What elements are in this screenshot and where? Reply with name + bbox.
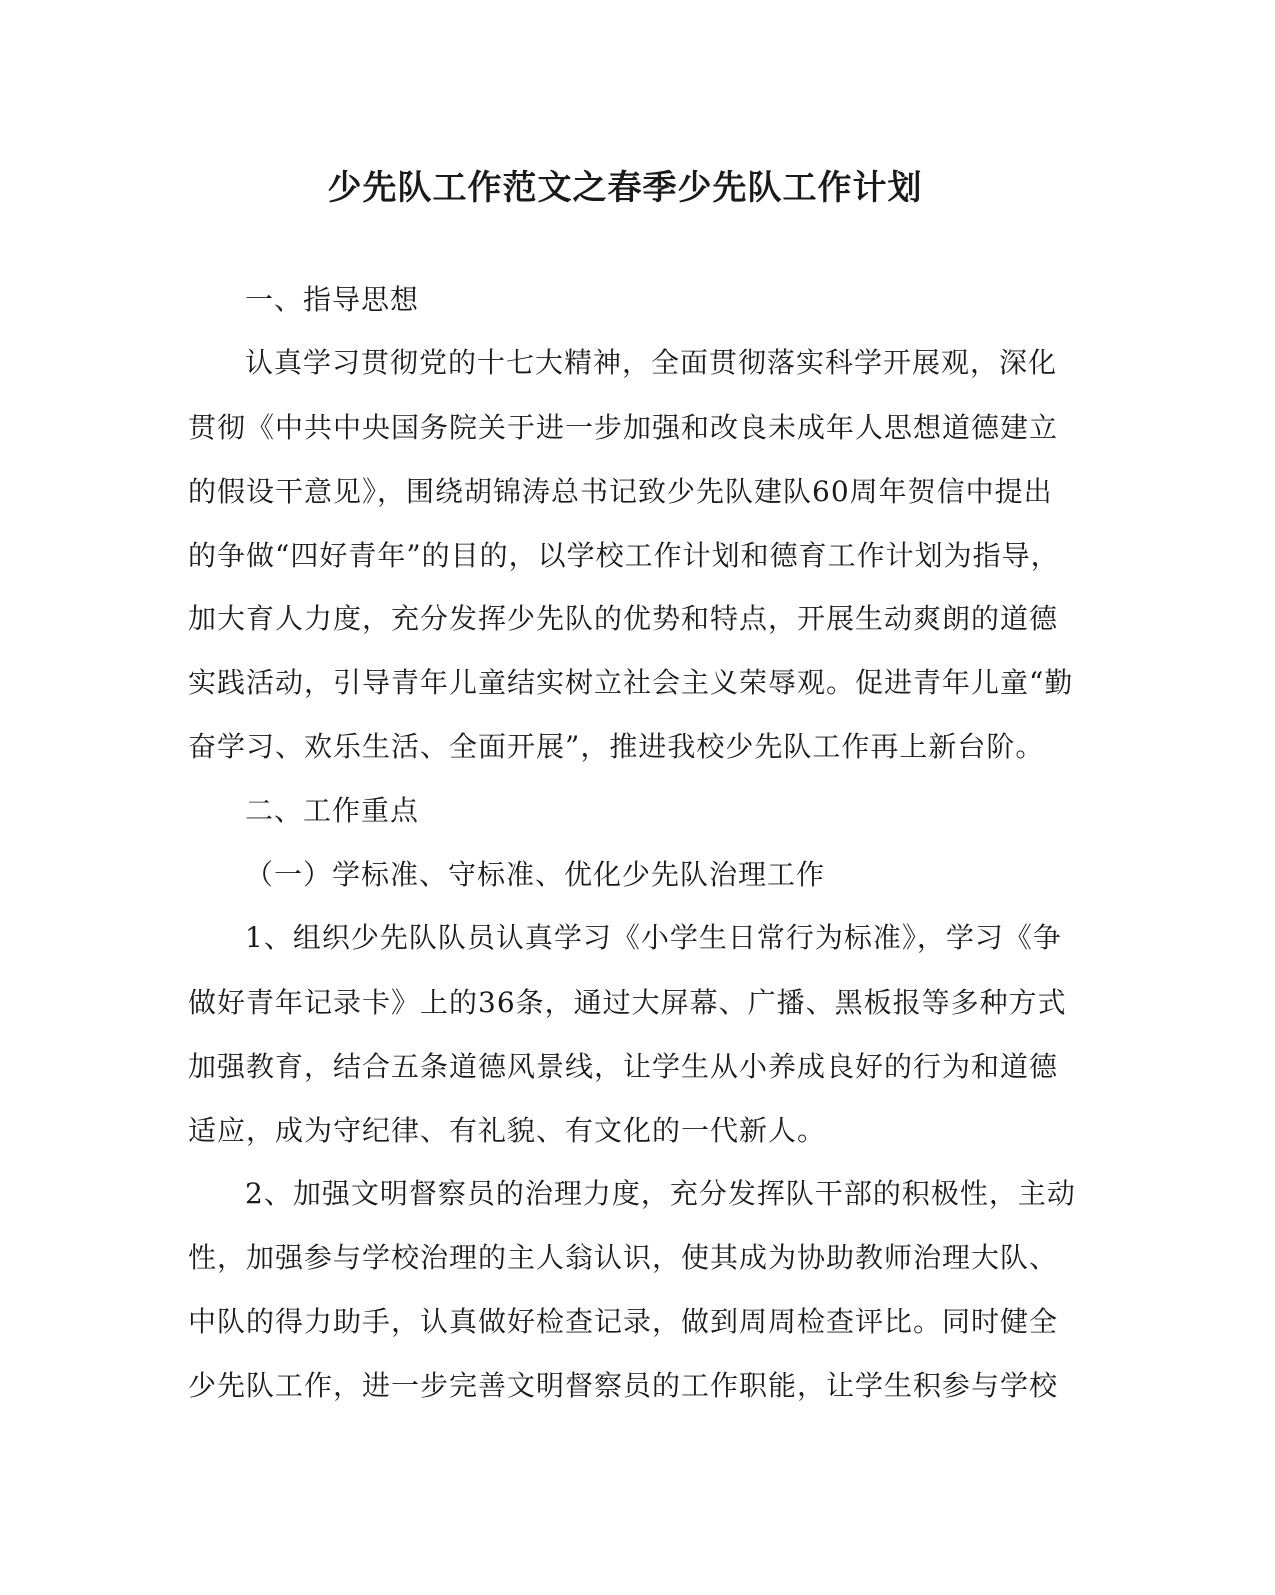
paragraph-line: 奋学习、欢乐生活、全面开展”，推进我校少先队工作再上新台阶。	[188, 730, 1045, 763]
section-heading-2: 二、工作重点	[245, 794, 420, 827]
paragraph-line: 1、组织少先队队员认真学习《小学生日常行为标准》，学习《争	[245, 921, 1062, 954]
subsection-heading: （一）学标准、守标准、优化少先队治理工作	[245, 858, 826, 891]
paragraph-line: 中队的得力助手，认真做好检查记录，做到周周检查评比。同时健全	[188, 1305, 1059, 1338]
paragraph-line: 贯彻《中共中央国务院关于进一步加强和改良未成年人思想道德建立	[188, 411, 1059, 444]
paragraph-line: 2、加强文明督察员的治理力度，充分发挥队干部的积极性，主动	[245, 1177, 1076, 1210]
paragraph-line: 实践活动，引导青年儿童结实树立社会主义荣辱观。促进青年儿童“勤	[188, 666, 1074, 699]
paragraph-line: 性，加强参与学校治理的主人翁认识，使其成为协助教师治理大队、	[188, 1241, 1059, 1274]
document-title: 少先队工作范文之春季少先队工作计划	[327, 168, 923, 208]
paragraph-line: 的争做“四好青年”的目的，以学校工作计划和德育工作计划为指导，	[188, 539, 1060, 572]
paragraph-line: 加大育人力度，充分发挥少先队的优势和特点，开展生动爽朗的道德	[188, 602, 1059, 635]
section-heading-1: 一、指导思想	[245, 283, 420, 316]
paragraph-line: 加强教育，结合五条道德风景线，让学生从小养成良好的行为和道德	[188, 1050, 1059, 1083]
paragraph-line: 做好青年记录卡》上的36条，通过大屏幕、广播、黑板报等多种方式	[188, 986, 1067, 1019]
paragraph-line: 的假设干意见》，围绕胡锦涛总书记致少先队建队60周年贺信中提出	[188, 475, 1053, 508]
paragraph-line: 少先队工作，进一步完善文明督察员的工作职能，让学生积参与学校	[188, 1369, 1059, 1402]
paragraph-line: 适应，成为守纪律、有礼貌、有文化的一代新人。	[188, 1114, 827, 1147]
paragraph-line: 认真学习贯彻党的十七大精神，全面贯彻落实科学开展观，深化	[245, 346, 1058, 379]
